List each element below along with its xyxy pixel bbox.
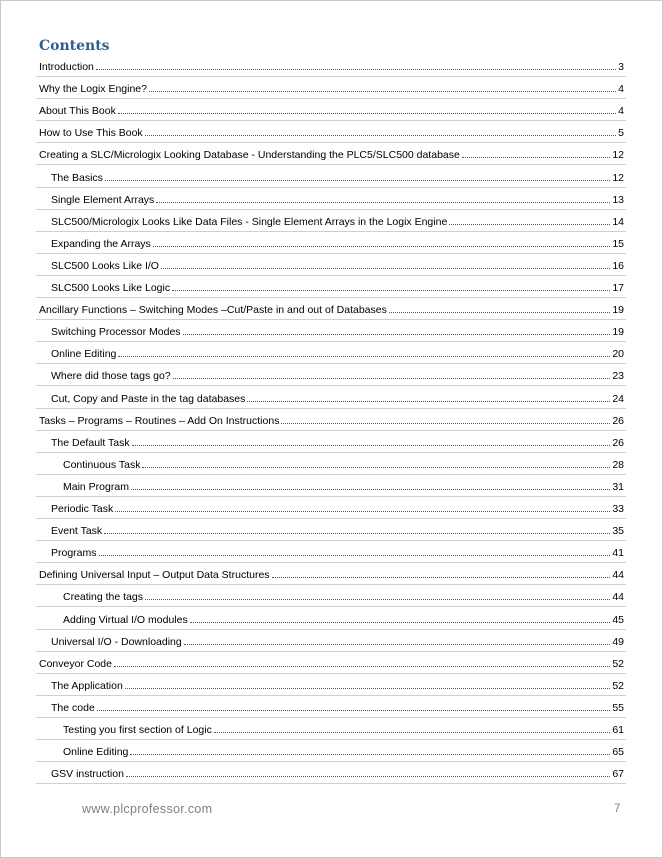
toc-entry-page: 5 <box>618 127 624 140</box>
toc-divider <box>36 562 626 563</box>
toc-divider <box>36 142 626 143</box>
toc-entry-page: 20 <box>612 348 624 361</box>
toc-entry-label: Tasks – Programs – Routines – Add On Instructions <box>39 414 280 427</box>
toc-leader-dots <box>149 91 616 92</box>
toc-entry-page: 26 <box>612 414 624 427</box>
toc-entry[interactable] <box>51 366 624 382</box>
toc-entry[interactable] <box>63 742 624 758</box>
toc-leader-dots <box>114 666 610 667</box>
toc-leader-dots <box>462 157 610 158</box>
toc-divider <box>36 739 626 740</box>
toc-entry[interactable] <box>51 389 624 405</box>
toc-leader-dots <box>389 312 610 313</box>
toc-leader-dots <box>184 644 611 645</box>
toc-entry-label: Conveyor Code <box>39 657 112 670</box>
toc-divider <box>36 275 626 276</box>
toc-entry-label: GSV instruction <box>51 768 124 781</box>
toc-leader-dots <box>131 489 610 490</box>
toc-entry-page: 23 <box>612 370 624 383</box>
toc-divider <box>36 341 626 342</box>
toc-entry-page: 24 <box>612 392 624 405</box>
toc-entry[interactable] <box>39 145 624 161</box>
toc-entry-page: 14 <box>612 215 624 228</box>
toc-leader-dots <box>183 334 611 335</box>
toc-divider <box>36 673 626 674</box>
toc-divider <box>36 717 626 718</box>
toc-divider <box>36 120 626 121</box>
toc-leader-dots <box>96 69 616 70</box>
toc-leader-dots <box>281 423 610 424</box>
toc-entry-page: 19 <box>612 326 624 339</box>
toc-entry-page: 4 <box>618 105 624 118</box>
toc-entry-label: The Default Task <box>51 436 130 449</box>
toc-entry-label: About This Book <box>39 105 116 118</box>
toc-entry[interactable] <box>39 123 624 139</box>
toc-entry-page: 44 <box>612 591 624 604</box>
toc-leader-dots <box>126 776 610 777</box>
toc-entry[interactable] <box>63 587 624 603</box>
toc-entry-label: Switching Processor Modes <box>51 326 181 339</box>
toc-entry-label: The code <box>51 701 95 714</box>
toc-entry[interactable] <box>51 190 624 206</box>
toc-entry-page: 45 <box>612 613 624 626</box>
toc-entry[interactable] <box>63 720 624 736</box>
toc-entry[interactable] <box>51 256 624 272</box>
toc-entry[interactable] <box>39 101 624 117</box>
toc-entry[interactable] <box>51 698 624 714</box>
toc-divider <box>36 496 626 497</box>
toc-divider <box>36 363 626 364</box>
toc-entry[interactable] <box>63 477 624 493</box>
toc-entry-page: 26 <box>612 436 624 449</box>
toc-entry[interactable] <box>51 676 624 692</box>
toc-leader-dots <box>130 754 610 755</box>
toc-leader-dots <box>104 533 610 534</box>
toc-entry-label: Periodic Task <box>51 503 114 515</box>
toc-leader-dots <box>272 577 611 578</box>
toc-entry[interactable] <box>51 433 624 449</box>
toc-entry[interactable] <box>51 212 624 228</box>
toc-divider <box>36 695 626 696</box>
toc-entry-page: 35 <box>612 525 624 538</box>
toc-entry-label: Introduction <box>39 61 94 73</box>
toc-leader-dots <box>156 202 610 203</box>
contents-heading: Contents <box>39 38 110 54</box>
toc-entry-page: 12 <box>612 149 624 162</box>
toc-divider <box>36 253 626 254</box>
toc-entry-label: SLC500 Looks Like Logic <box>51 282 171 294</box>
toc-entry-page: 44 <box>612 569 624 582</box>
toc-divider <box>36 164 626 165</box>
toc-entry-label: Cut, Copy and Paste in the tag databases <box>51 392 246 405</box>
toc-divider <box>36 783 626 784</box>
toc-leader-dots <box>449 224 610 225</box>
toc-entry-page: 12 <box>612 171 624 184</box>
toc-entry[interactable] <box>39 565 624 581</box>
toc-entry-label: Testing you first section of Logic <box>63 724 212 736</box>
toc-leader-dots <box>132 445 611 446</box>
toc-entry-label: Adding Virtual I/O modules <box>63 613 188 626</box>
toc-entry-page: 19 <box>612 304 624 317</box>
toc-divider <box>36 187 626 188</box>
toc-leader-dots <box>105 180 610 181</box>
toc-leader-dots <box>97 710 611 711</box>
toc-entry[interactable] <box>51 168 624 184</box>
toc-divider <box>36 98 626 99</box>
toc-divider <box>36 76 626 77</box>
toc-entry-page: 61 <box>612 724 624 736</box>
toc-leader-dots <box>145 599 610 600</box>
toc-entry-page: 41 <box>612 547 624 560</box>
toc-divider <box>36 651 626 652</box>
toc-leader-dots <box>118 113 616 114</box>
toc-entry-page: 17 <box>612 282 624 294</box>
toc-divider <box>36 209 626 210</box>
toc-entry-page: 67 <box>612 768 624 781</box>
toc-entry-label: Universal I/O - Downloading <box>51 635 182 648</box>
toc-leader-dots <box>145 135 616 136</box>
toc-leader-dots <box>118 356 610 357</box>
toc-entry-page: 16 <box>612 259 624 272</box>
toc-entry[interactable] <box>51 344 624 360</box>
toc-entry-label: Defining Universal Input – Output Data Structures <box>39 569 270 582</box>
toc-entry-page: 31 <box>612 480 624 493</box>
toc-entry[interactable] <box>51 521 624 537</box>
toc-divider <box>36 231 626 232</box>
toc-entry-label: SLC500/Micrologix Looks Like Data Files - Single Element Arrays in the Logix Engine <box>51 215 448 228</box>
toc-leader-dots <box>161 268 610 269</box>
toc-entry-label: Main Program <box>63 480 129 493</box>
toc-divider <box>36 518 626 519</box>
toc-leader-dots <box>214 732 610 733</box>
toc-entry-page: 65 <box>612 746 624 759</box>
toc-leader-dots <box>153 246 611 247</box>
toc-entry-page: 49 <box>612 635 624 648</box>
toc-entry[interactable] <box>51 632 624 648</box>
toc-entry-page: 52 <box>612 657 624 670</box>
footer-url: www.plcprofessor.com <box>82 802 213 816</box>
toc-divider <box>36 474 626 475</box>
toc-entry-label: Online Editing <box>51 348 117 361</box>
toc-entry-label: Where did those tags go? <box>51 370 171 383</box>
toc-entry-label: Creating the tags <box>63 591 143 604</box>
toc-entry-page: 15 <box>612 237 624 250</box>
toc-entry[interactable] <box>51 322 624 338</box>
toc-entry-label: SLC500 Looks Like I/O <box>51 259 159 272</box>
toc-leader-dots <box>173 378 611 379</box>
toc-leader-dots <box>172 290 610 291</box>
toc-entry[interactable] <box>51 234 624 250</box>
toc-divider <box>36 629 626 630</box>
toc-leader-dots <box>142 467 610 468</box>
toc-divider <box>36 452 626 453</box>
toc-entry-label: The Application <box>51 679 123 692</box>
toc-entry[interactable] <box>63 610 624 626</box>
toc-entry[interactable] <box>39 654 624 670</box>
toc-leader-dots <box>190 622 611 623</box>
toc-leader-dots <box>247 401 610 402</box>
toc-entry[interactable] <box>39 300 624 316</box>
toc-divider <box>36 385 626 386</box>
toc-entry-label: Online Editing <box>63 746 129 759</box>
toc-divider <box>36 761 626 762</box>
toc-entry-page: 33 <box>612 503 624 515</box>
toc-entry-label: How to Use This Book <box>39 127 143 140</box>
toc-entry[interactable] <box>51 764 624 780</box>
toc-divider <box>36 297 626 298</box>
toc-leader-dots <box>115 511 610 512</box>
toc-entry[interactable] <box>39 411 624 427</box>
toc-entry[interactable] <box>39 79 624 95</box>
toc-entry-page: 3 <box>618 61 624 73</box>
toc-entry-page: 4 <box>618 83 624 96</box>
toc-entry-label: Event Task <box>51 525 103 538</box>
toc-divider <box>36 408 626 409</box>
toc-entry[interactable] <box>51 278 624 294</box>
toc-leader-dots <box>99 555 611 556</box>
toc-divider <box>36 606 626 607</box>
toc-entry-label: Ancillary Functions – Switching Modes –Cut/Paste in and out of Databases <box>39 304 387 317</box>
toc-entry-label: Single Element Arrays <box>51 193 155 206</box>
toc-leader-dots <box>125 688 611 689</box>
toc-entry-label: Creating a SLC/Micrologix Looking Database - Understanding the PLC5/SLC500 database <box>39 149 460 162</box>
toc-entry[interactable] <box>51 499 624 515</box>
toc-divider <box>36 430 626 431</box>
toc-entry-page: 13 <box>612 193 624 206</box>
toc-divider <box>36 319 626 320</box>
toc-entry[interactable] <box>63 455 624 471</box>
toc-entry-label: Why the Logix Engine? <box>39 83 147 96</box>
toc-divider <box>36 540 626 541</box>
toc-entry-label: The Basics <box>51 171 103 184</box>
toc-entry-label: Expanding the Arrays <box>51 237 151 250</box>
toc-entry-label: Continuous Task <box>63 458 141 471</box>
toc-entry[interactable] <box>39 57 624 73</box>
toc-entry-label: Programs <box>51 547 97 560</box>
footer-page-number: 7 <box>614 803 621 815</box>
toc-entry-page: 52 <box>612 679 624 692</box>
toc-entry-page: 28 <box>612 458 624 471</box>
toc-entry[interactable] <box>51 543 624 559</box>
toc-divider <box>36 584 626 585</box>
toc-entry-page: 55 <box>612 701 624 714</box>
